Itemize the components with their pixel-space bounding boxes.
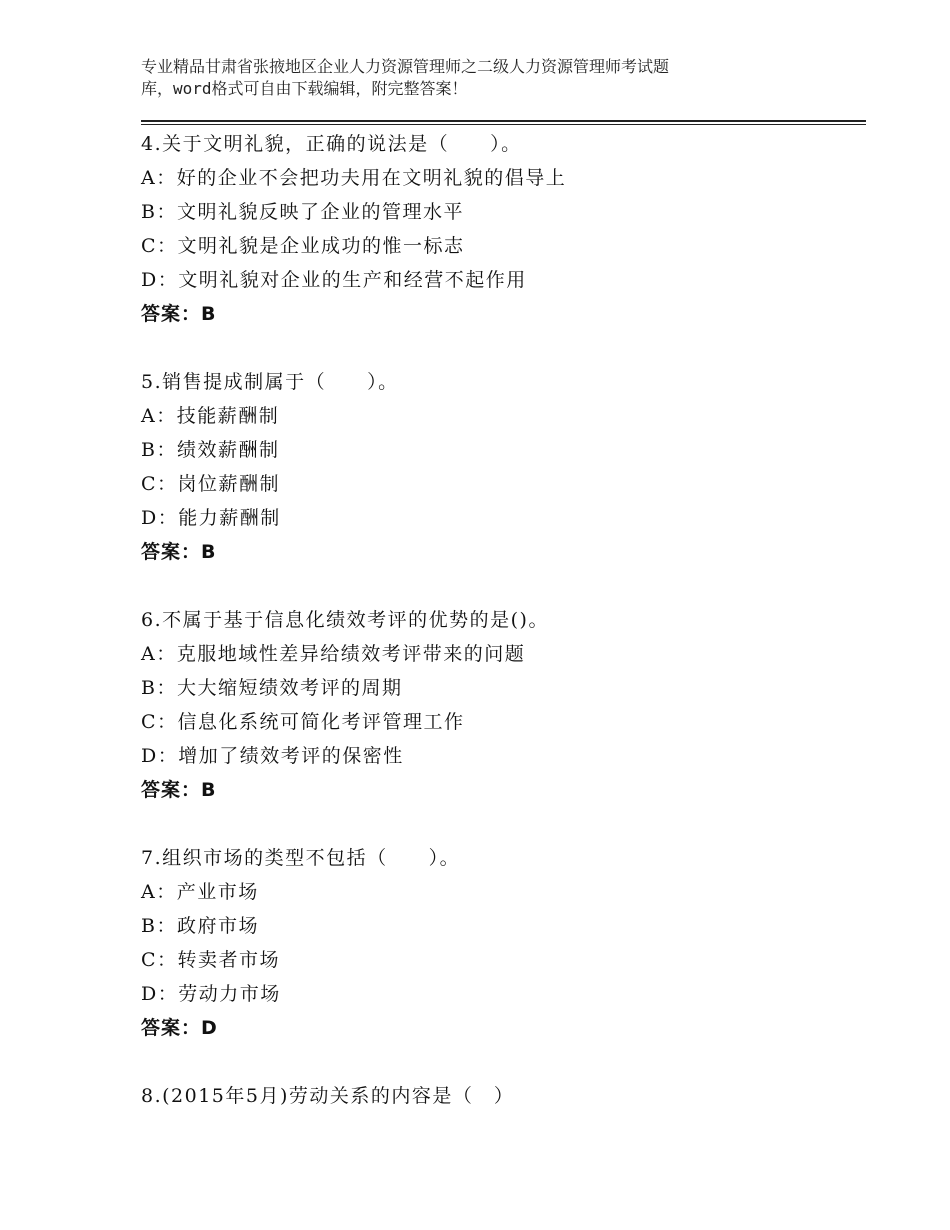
answer-label: 答案：B	[141, 779, 217, 801]
option-a: A：克服地域性差异给绩效考评带来的问题	[141, 643, 526, 665]
option-d: D：文明礼貌对企业的生产和经营不起作用	[141, 269, 527, 291]
question-stem: 8.(2015年5月)劳动关系的内容是（ ）	[141, 1085, 515, 1107]
question-stem: 6.不属于基于信息化绩效考评的优势的是()。	[141, 609, 549, 631]
option-c: C：转卖者市场	[141, 949, 281, 971]
spacer	[141, 1045, 861, 1079]
option-b: B：文明礼貌反映了企业的管理水平	[141, 201, 464, 223]
option-b: B：政府市场	[141, 915, 259, 937]
question-7	[141, 841, 861, 1045]
question-8	[141, 1079, 861, 1113]
option-c: C：岗位薪酬制	[141, 473, 281, 495]
header-line-1: 专业精品甘肃省张掖地区企业人力资源管理师之二级人力资源管理师考试题	[141, 57, 670, 76]
header-line-2: 库，word格式可自由下载编辑，附完整答案！	[141, 79, 468, 98]
spacer	[141, 569, 861, 603]
question-stem: 4.关于文明礼貌，正确的说法是（ ）。	[141, 133, 522, 155]
option-d: D：增加了绩效考评的保密性	[141, 745, 404, 767]
answer-label: 答案：B	[141, 541, 217, 563]
question-stem: 5.销售提成制属于（ ）。	[141, 371, 399, 393]
option-d: D：能力薪酬制	[141, 507, 281, 529]
option-a: A：技能薪酬制	[141, 405, 280, 427]
option-a: A：好的企业不会把功夫用在文明礼貌的倡导上	[141, 167, 567, 189]
option-b: B：绩效薪酬制	[141, 439, 280, 461]
option-b: B：大大缩短绩效考评的周期	[141, 677, 403, 699]
option-a: A：产业市场	[141, 881, 259, 903]
question-stem: 7.组织市场的类型不包括（ ）。	[141, 847, 461, 869]
spacer	[141, 807, 861, 841]
question-5	[141, 365, 861, 569]
option-d: D：劳动力市场	[141, 983, 281, 1005]
answer-label: 答案：B	[141, 303, 217, 325]
option-c: C：信息化系统可简化考评管理工作	[141, 711, 465, 733]
spacer	[141, 331, 861, 365]
question-list	[141, 127, 861, 1113]
option-c: C：文明礼貌是企业成功的惟一标志	[141, 235, 465, 257]
question-4	[141, 127, 861, 331]
document-header	[141, 56, 781, 100]
header-divider-top	[141, 120, 866, 122]
question-6	[141, 603, 861, 807]
header-divider-bottom	[141, 124, 866, 125]
answer-label: 答案：D	[141, 1017, 218, 1039]
